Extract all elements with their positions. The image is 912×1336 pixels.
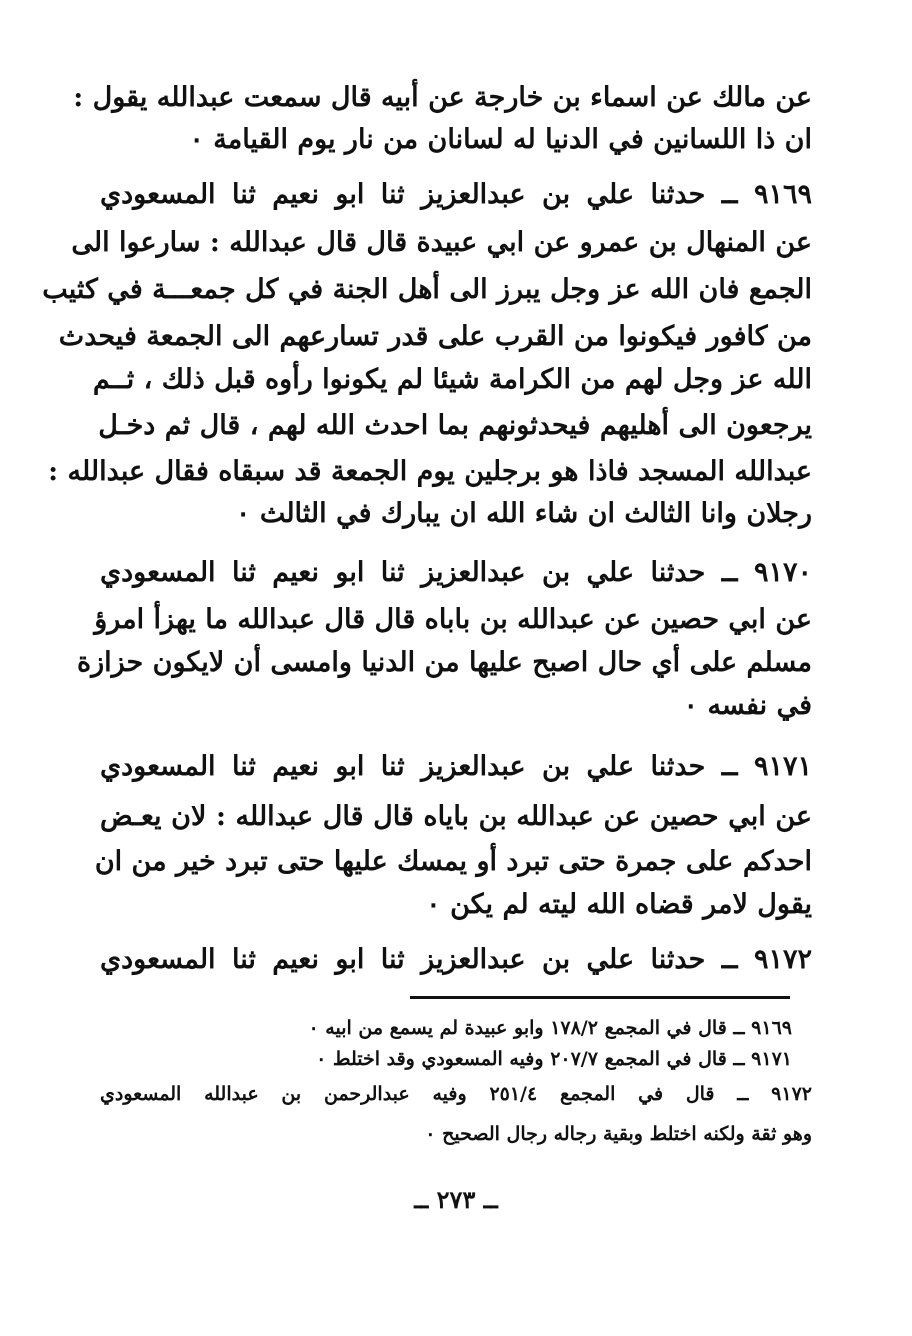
body-line-2: ان ذا اللسانين في الدنيا له لسانان من نار يوم القيامة ٠: [189, 124, 812, 155]
hadith-9170-heading: ٩١٧٠ ــ حدثنا علي بن عبدالعزيز ثنا ابو نعيم ثنا المسعودي: [100, 557, 812, 588]
hadith-9171-heading: ٩١٧١ ــ حدثنا علي بن عبدالعزيز ثنا ابو نعيم ثنا المسعودي: [100, 751, 812, 782]
body-line-9: عبدالله المسجد فاذا هو برجلين يوم الجمعة قد سبقاه فقال عبدالله :: [48, 456, 812, 487]
body-line-12: عن ابي حصين عن عبدالله بن باباه قال قال عبدالله ما يهزأ امرؤ: [94, 604, 812, 635]
body-line-7: الله عز وجل لهم من الكرامة شيئا لم يكونوا رأوه قبل ذلك ، ثــم: [92, 364, 812, 395]
body-line-10: رجلان وانا الثالث ان شاء الله ان يبارك في الثالث ٠: [235, 498, 812, 529]
hadith-9172-heading: ٩١٧٢ ــ حدثنا علي بن عبدالعزيز ثنا ابو نعيم ثنا المسعودي: [100, 944, 812, 975]
footnote-9169: ٩١٦٩ ــ قال في المجمع ١٧٨/٢ وابو عبيدة لم يسمع من ابيه ٠: [308, 1017, 792, 1039]
body-line-8: يرجعون الى أهليهم فيحدثونهم بما احدث الله لهم ، قال ثم دخـل: [98, 410, 812, 441]
body-line-4: عن المنهال بن عمرو عن ابي عبيدة قال قال عبدالله : سارعوا الى: [71, 227, 812, 258]
footnote-separator: [410, 996, 790, 999]
body-line-14: في نفسه ٠: [683, 690, 812, 721]
footnote-9171: ٩١٧١ ــ قال في المجمع ٢٠٧/٧ وفيه المسعودي وقد اختلط ٠: [316, 1048, 792, 1070]
page-number: ــ ٢٧٣ ــ: [414, 1185, 498, 1214]
body-line-13: مسلم على أي حال اصبح عليها من الدنيا وامسى أن لايكون حزازة: [76, 647, 812, 678]
body-line-18: يقول لامر قضاه الله ليته لم يكن ٠: [426, 889, 812, 920]
hadith-9169-heading: ٩١٦٩ ــ حدثنا علي بن عبدالعزيز ثنا ابو نعيم ثنا المسعودي: [100, 179, 812, 210]
body-line-5: الجمع فان الله عز وجل يبرز الى أهل الجنة في كل جمعـــة في كثيب: [42, 274, 812, 305]
body-line-1: عن مالك عن اسماء بن خارجة عن أبيه قال سمعت عبدالله يقول :: [73, 82, 812, 113]
body-line-16: عن ابي حصين عن عبدالله بن باياه قال قال عبدالله : لان يعـض: [100, 801, 812, 832]
body-line-17: احدكم على جمرة حتى تبرد أو يمسك عليها حتى تبرد خير من ان: [94, 846, 812, 877]
body-line-6: من كافور فيكونوا من القرب على قدر تسارعهم الى الجمعة فيحدث: [58, 321, 812, 352]
footnote-9172: ٩١٧٢ ــ قال في المجمع ٢٥١/٤ وفيه عبدالرحمن بن عبدالله المسعودي: [100, 1083, 812, 1105]
footnote-9172-continued: وهو ثقة ولكنه اختلط وبقية رجاله رجال الصحيح ٠: [425, 1123, 812, 1145]
